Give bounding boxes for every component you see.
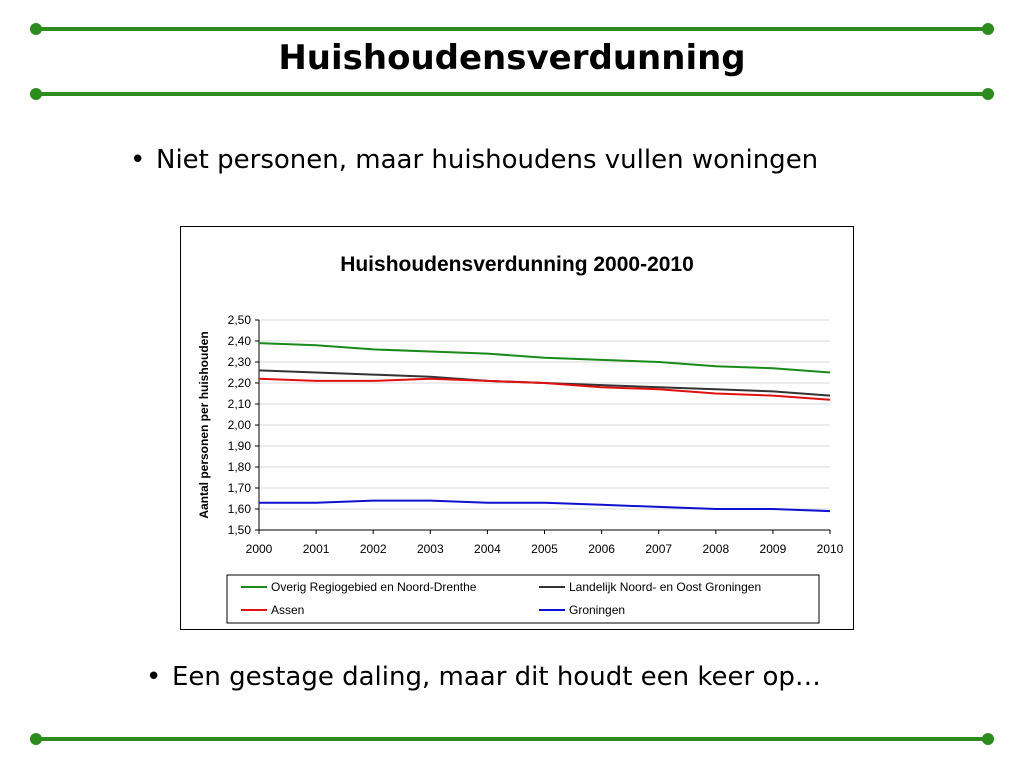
x-tick-label: 2003 [416,542,444,556]
top-rule-upper-left-dot [30,23,42,35]
y-tick-label: 2,20 [227,376,251,390]
series-line-1 [259,343,830,372]
bottom-rule [36,737,988,741]
line-chart [181,227,853,629]
x-tick-label: 2007 [645,542,673,556]
series-line-4 [259,501,830,512]
bullet-1 [130,145,818,175]
legend-label-3: Assen [271,603,305,617]
y-tick-label: 2,10 [227,397,251,411]
y-tick-label: 1,60 [227,502,251,516]
legend-label-4: Groningen [569,603,626,617]
chart-title: Huishoudensverdunning 2000-2010 [340,253,694,276]
top-rule-lower-left-dot [30,88,42,100]
x-tick-label: 2002 [359,542,387,556]
chart-container [180,226,854,630]
top-rule-upper [36,27,988,31]
bullet-2-marker: • [146,662,162,692]
series-line-3 [259,379,830,400]
x-tick-label: 2005 [531,542,558,556]
y-tick-label: 1,90 [227,439,251,453]
slide-title: Huishoudensverdunning [278,38,746,78]
y-tick-label: 2,30 [227,355,251,369]
x-tick-label: 2004 [474,542,501,556]
y-tick-label: 1,50 [227,523,251,537]
bullet-2-text: Een gestage daling, maar dit houdt een keer op… [172,662,821,692]
legend-label-2: Landelijk Noord- en Oost Groningen [569,580,762,594]
y-tick-label: 1,80 [227,460,251,474]
y-tick-label: 1,70 [227,481,251,495]
bullet-1-text: Niet personen, maar huishoudens vullen woningen [156,145,819,175]
bullet-2 [146,662,821,692]
legend-label-1: Overig Regiogebied en Noord-Drenthe [271,580,477,594]
x-tick-label: 2009 [759,542,787,556]
bullet-1-marker: • [130,145,146,175]
bottom-rule-right-dot [982,733,994,745]
x-tick-label: 2008 [702,542,730,556]
bottom-rule-left-dot [30,733,42,745]
y-tick-label: 2,50 [227,313,251,327]
y-axis-label: Aantal personen per huishouden [197,331,211,519]
x-tick-label: 2001 [302,542,330,556]
top-rule-lower [36,92,988,96]
x-tick-label: 2006 [588,542,615,556]
x-tick-label: 2000 [245,542,273,556]
x-tick-label: 2010 [816,542,844,556]
top-rule-upper-right-dot [982,23,994,35]
y-tick-label: 2,00 [227,418,251,432]
top-rule-lower-right-dot [982,88,994,100]
y-tick-label: 2,40 [227,334,251,348]
